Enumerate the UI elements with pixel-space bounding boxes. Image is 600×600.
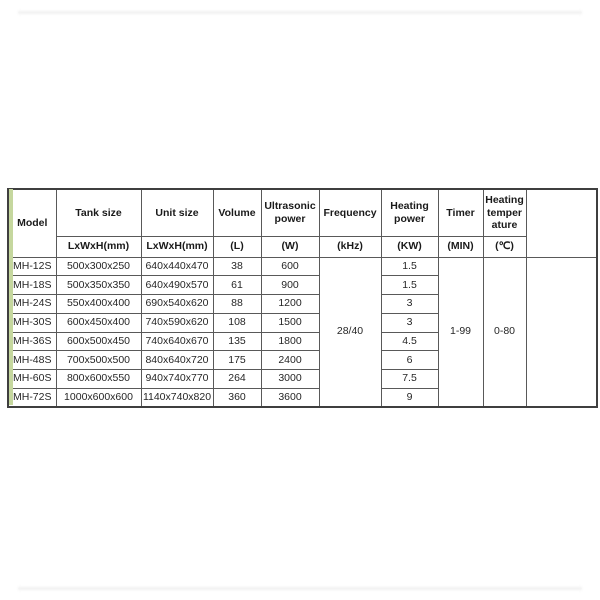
cell-model: MH-24S <box>8 295 56 314</box>
cell-heating-power: 3 <box>381 295 438 314</box>
cell-model: MH-72S <box>8 388 56 407</box>
cell-heating-power: 3 <box>381 313 438 332</box>
cell-unit-size: 640x440x470 <box>141 257 213 276</box>
cell-volume: 88 <box>213 295 261 314</box>
cell-heating-power: 9 <box>381 388 438 407</box>
cell-model: MH-36S <box>8 332 56 351</box>
cell-model: MH-12S <box>8 257 56 276</box>
unit-ultrasonic-power: (W) <box>261 236 319 257</box>
bottom-smudge <box>18 587 582 590</box>
cell-volume: 264 <box>213 370 261 389</box>
header-row-units <box>8 236 597 257</box>
header-ultrasonic-power: Ultrasonic power <box>261 189 319 236</box>
cell-unit-size: 940x740x770 <box>141 370 213 389</box>
unit-frequency: (kHz) <box>319 236 381 257</box>
cell-heating-power: 1.5 <box>381 257 438 276</box>
cell-ultrasonic-power: 1800 <box>261 332 319 351</box>
cell-ultrasonic-power: 2400 <box>261 351 319 370</box>
cell-tank-size: 500x350x350 <box>56 276 141 295</box>
cell-ultrasonic-power: 3000 <box>261 370 319 389</box>
cell-ultrasonic-power: 600 <box>261 257 319 276</box>
cell-timer-merged: 1-99 <box>438 257 483 407</box>
cell-tank-size: 800x600x550 <box>56 370 141 389</box>
cell-heating-power: 6 <box>381 351 438 370</box>
header-unit-size: Unit size <box>141 189 213 236</box>
header-blank-column <box>526 189 597 257</box>
cell-unit-size: 840x640x720 <box>141 351 213 370</box>
cell-volume: 61 <box>213 276 261 295</box>
cell-frequency-merged: 28/40 <box>319 257 381 407</box>
top-smudge <box>18 11 582 14</box>
cell-unit-size: 740x640x670 <box>141 332 213 351</box>
cell-heating-power: 1.5 <box>381 276 438 295</box>
cell-volume: 108 <box>213 313 261 332</box>
header-frequency: Frequency <box>319 189 381 236</box>
cell-tank-size: 600x450x400 <box>56 313 141 332</box>
unit-tank-size: LxWxH(mm) <box>56 236 141 257</box>
header-heating-temperature: Heating temper ature <box>483 189 526 236</box>
header-heating-power: Heating power <box>381 189 438 236</box>
cell-tank-size: 700x500x500 <box>56 351 141 370</box>
unit-volume: (L) <box>213 236 261 257</box>
cell-heating-power: 4.5 <box>381 332 438 351</box>
cell-tank-size: 1000x600x600 <box>56 388 141 407</box>
header-model: Model <box>8 189 56 257</box>
header-tank-size: Tank size <box>56 189 141 236</box>
cell-unit-size: 740x590x620 <box>141 313 213 332</box>
header-row-main <box>8 189 597 236</box>
cell-tank-size: 600x500x450 <box>56 332 141 351</box>
cell-model: MH-30S <box>8 313 56 332</box>
cell-model: MH-18S <box>8 276 56 295</box>
cell-heating-temperature-merged: 0-80 <box>483 257 526 407</box>
cell-heating-power: 7.5 <box>381 370 438 389</box>
cell-model: MH-60S <box>8 370 56 389</box>
specification-table <box>7 188 598 408</box>
unit-heating-power: (KW) <box>381 236 438 257</box>
cell-volume: 360 <box>213 388 261 407</box>
cell-ultrasonic-power: 900 <box>261 276 319 295</box>
cell-unit-size: 640x490x570 <box>141 276 213 295</box>
header-volume: Volume <box>213 189 261 236</box>
cell-blank-merged <box>526 257 597 407</box>
cell-unit-size: 1140x740x820 <box>141 388 213 407</box>
cell-model: MH-48S <box>8 351 56 370</box>
cell-unit-size: 690x540x620 <box>141 295 213 314</box>
cell-ultrasonic-power: 1500 <box>261 313 319 332</box>
unit-heating-temperature: (℃) <box>483 236 526 257</box>
cell-volume: 135 <box>213 332 261 351</box>
cell-volume: 175 <box>213 351 261 370</box>
cell-ultrasonic-power: 3600 <box>261 388 319 407</box>
left-accent-strip <box>9 189 13 405</box>
cell-tank-size: 550x400x400 <box>56 295 141 314</box>
cell-tank-size: 500x300x250 <box>56 257 141 276</box>
cell-volume: 38 <box>213 257 261 276</box>
unit-timer: (MIN) <box>438 236 483 257</box>
header-timer: Timer <box>438 189 483 236</box>
cell-ultrasonic-power: 1200 <box>261 295 319 314</box>
table-row <box>8 257 597 276</box>
unit-unit-size: LxWxH(mm) <box>141 236 213 257</box>
